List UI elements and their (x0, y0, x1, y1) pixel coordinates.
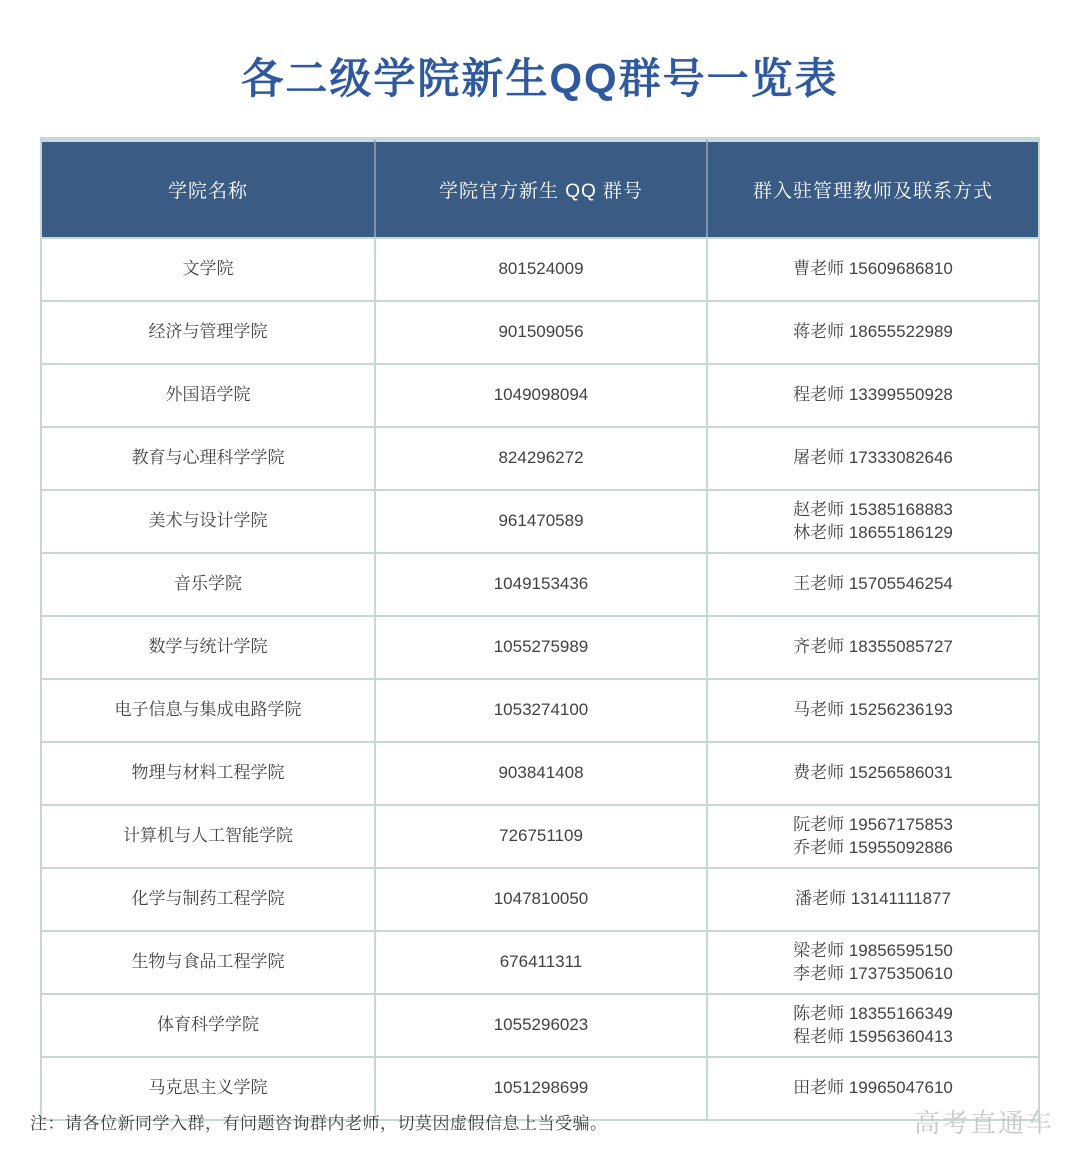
table-row (42, 867, 1038, 930)
college-name-cell: 文学院 (42, 237, 374, 300)
teacher-contact-cell (706, 615, 1038, 678)
header-qq-group-number: 学院官方新生 QQ 群号 (374, 139, 706, 237)
table-row (42, 363, 1038, 426)
contact-line: 马老师 15256236193 (793, 700, 953, 720)
teacher-contact-cell (706, 867, 1038, 930)
college-name-cell: 马克思主义学院 (42, 1056, 374, 1119)
contact-line: 李老师 17375350610 (793, 963, 953, 983)
teacher-contact-cell (706, 426, 1038, 489)
teacher-contact-cell (706, 552, 1038, 615)
qq-group-number-cell: 676411311 (374, 930, 706, 993)
teacher-contact-cell (706, 993, 1038, 1056)
qq-group-number-cell: 901509056 (374, 300, 706, 363)
qq-group-table (40, 137, 1040, 1121)
table-row (42, 552, 1038, 615)
table-row (42, 426, 1038, 489)
qq-group-number-cell: 801524009 (374, 237, 706, 300)
college-name-cell: 经济与管理学院 (42, 300, 374, 363)
qq-group-number-cell: 1053274100 (374, 678, 706, 741)
college-name-cell: 教育与心理科学学院 (42, 426, 374, 489)
teacher-contact-cell (706, 678, 1038, 741)
contact-line: 程老师 13399550928 (793, 385, 953, 405)
contact-line: 乔老师 15955092886 (793, 837, 953, 857)
table-row (42, 615, 1038, 678)
college-name-cell: 化学与制药工程学院 (42, 867, 374, 930)
contact-line: 蒋老师 18655522989 (793, 322, 953, 342)
qq-group-number-cell: 1047810050 (374, 867, 706, 930)
contact-line: 阮老师 19567175853 (793, 814, 953, 834)
qq-group-number-cell: 1049153436 (374, 552, 706, 615)
watermark: 高考直通车 (913, 1108, 1054, 1138)
college-name-cell: 电子信息与集成电路学院 (42, 678, 374, 741)
teacher-contact-cell (706, 300, 1038, 363)
qq-group-number-cell: 824296272 (374, 426, 706, 489)
header-college-name: 学院名称 (42, 139, 374, 237)
contact-line: 赵老师 15385168883 (793, 499, 953, 519)
table-row (42, 300, 1038, 363)
college-name-cell: 计算机与人工智能学院 (42, 804, 374, 867)
contact-line: 陈老师 18355166349 (793, 1003, 953, 1023)
college-name-cell: 体育科学学院 (42, 993, 374, 1056)
table-row (42, 741, 1038, 804)
qq-group-number-cell: 1055275989 (374, 615, 706, 678)
footer (0, 1103, 1080, 1140)
college-name-cell: 音乐学院 (42, 552, 374, 615)
college-name-cell: 外国语学院 (42, 363, 374, 426)
contact-line: 曹老师 15609686810 (793, 259, 953, 279)
contact-line: 林老师 18655186129 (793, 522, 953, 542)
contact-line: 程老师 15956360413 (793, 1026, 953, 1046)
college-name-cell: 物理与材料工程学院 (42, 741, 374, 804)
contact-line: 齐老师 18355085727 (793, 637, 953, 657)
teacher-contact-cell (706, 237, 1038, 300)
college-name-cell: 美术与设计学院 (42, 489, 374, 552)
contact-line: 田老师 19965047610 (793, 1078, 953, 1098)
contact-line: 王老师 15705546254 (793, 574, 953, 594)
table-row (42, 930, 1038, 993)
table-body (42, 237, 1038, 1119)
teacher-contact-cell (706, 363, 1038, 426)
qq-group-number-cell: 1051298699 (374, 1056, 706, 1119)
qq-group-number-cell: 1049098094 (374, 363, 706, 426)
college-name-cell: 生物与食品工程学院 (42, 930, 374, 993)
table-row (42, 678, 1038, 741)
qq-group-number-cell: 726751109 (374, 804, 706, 867)
qq-group-number-cell: 1055296023 (374, 993, 706, 1056)
college-name-cell: 数学与统计学院 (42, 615, 374, 678)
contact-line: 潘老师 13141111877 (795, 889, 951, 909)
teacher-contact-cell (706, 741, 1038, 804)
header-teacher-contact: 群入驻管理教师及联系方式 (706, 139, 1038, 237)
page-title: 各二级学院新生QQ群号一览表 (241, 55, 839, 102)
table-row (42, 804, 1038, 867)
table-header (42, 139, 1038, 237)
contact-line: 费老师 15256586031 (793, 763, 953, 783)
contact-line: 屠老师 17333082646 (793, 448, 953, 468)
teacher-contact-cell (706, 489, 1038, 552)
qq-group-number-cell: 903841408 (374, 741, 706, 804)
teacher-contact-cell (706, 930, 1038, 993)
table-row (42, 993, 1038, 1056)
table-row (42, 237, 1038, 300)
footer-note: 注：请各位新同学入群，有问题咨询群内老师，切莫因虚假信息上当受骗。 (30, 1114, 608, 1133)
qq-group-number-cell: 961470589 (374, 489, 706, 552)
table-row (42, 489, 1038, 552)
header-row (42, 139, 1038, 237)
contact-line: 梁老师 19856595150 (793, 940, 953, 960)
teacher-contact-cell (706, 804, 1038, 867)
qq-group-table-container (40, 137, 1040, 1121)
